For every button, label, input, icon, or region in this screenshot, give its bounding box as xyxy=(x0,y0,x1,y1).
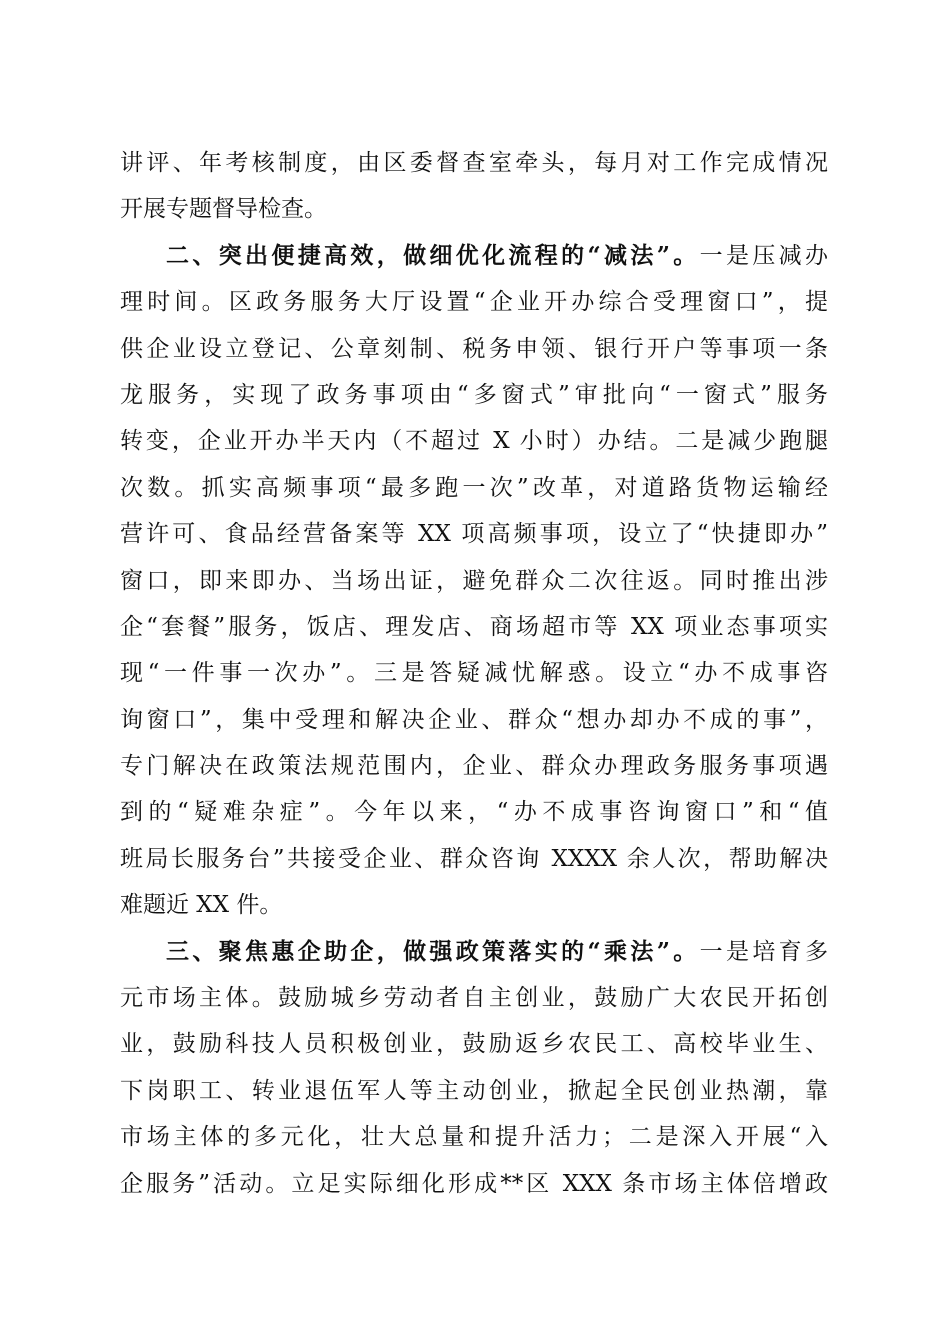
paragraph-1-line: 开展专题督导检查。 xyxy=(120,196,327,223)
paragraph-3-first-line xyxy=(120,929,828,975)
paragraph-2-line-1-rest: 一是压减办 xyxy=(699,242,829,269)
paragraph-2-line: 次数。抓实高频事项“最多跑一次”改革，对道路货物运输经 xyxy=(120,474,828,501)
paragraph-3-line: 市场主体的多元化，壮大总量和提升活力；二是深入开展“入 xyxy=(120,1124,828,1151)
paragraph-2-line: 营许可、食品经营备案等 XX 项高频事项，设立了“快捷即办” xyxy=(120,521,828,548)
paragraph-2-line: 龙服务，实现了政务事项由“多窗式”审批向“一窗式”服务 xyxy=(120,381,828,408)
paragraph-3-line: 业，鼓励科技人员积极创业，鼓励返乡农民工、高校毕业生、 xyxy=(120,1031,828,1058)
section-2-heading: 二、突出便捷高效，做细优化流程的“减法”。 xyxy=(166,241,700,269)
paragraph-2-line: 窗口，即来即办、当场出证，避免群众二次往返。同时推出涉 xyxy=(120,567,828,594)
paragraph-1-line: 讲评、年考核制度，由区委督查室牵头，每月对工作完成情况 xyxy=(120,150,828,176)
paragraph-2-line: 供企业设立登记、公章刻制、税务申领、银行开户等事项一条 xyxy=(120,335,828,362)
paragraph-2-line: 企“套餐”服务，饭店、理发店、商场超市等 XX 项业态事项实 xyxy=(120,613,828,640)
paragraph-2-line: 理时间。区政务服务大厅设置“企业开办综合受理窗口”，提 xyxy=(120,289,828,316)
document-body xyxy=(120,140,828,1207)
paragraph-3-line-1-rest: 一是培育多 xyxy=(699,938,829,965)
paragraph-2-line: 转变，企业开办半天内（不超过 X 小时）办结。二是减少跑腿 xyxy=(120,428,828,455)
paragraph-2-line: 难题近 XX 件。 xyxy=(120,892,283,919)
paragraph-3-line: 元市场主体。鼓励城乡劳动者自主创业，鼓励广大农民开拓创 xyxy=(120,985,828,1012)
paragraph-2-line: 询窗口”，集中受理和解决企业、群众“想办却办不成的事”， xyxy=(120,706,828,733)
paragraph-3-line: 企服务”活动。立足实际细化形成**区 XXX 条市场主体倍增政 xyxy=(120,1170,828,1197)
paragraph-2-line: 现“一件事一次办”。三是答疑减忧解惑。设立“办不成事咨 xyxy=(120,660,828,687)
section-3-heading: 三、聚焦惠企助企，做强政策落实的“乘法”。 xyxy=(166,937,700,965)
paragraph-2-first-line xyxy=(120,233,828,279)
paragraph-2-line: 专门解决在政策法规范围内，企业、群众办理政务服务事项遇 xyxy=(120,753,828,780)
paragraph-2-line: 班局长服务台”共接受企业、群众咨询 XXXX 余人次，帮助解决 xyxy=(120,845,828,872)
paragraph-3-line: 下岗职工、转业退伍军人等主动创业，掀起全民创业热潮，靠 xyxy=(120,1077,828,1104)
paragraph-2-line: 到的“疑难杂症”。今年以来，“办不成事咨询窗口”和“值 xyxy=(120,799,828,826)
